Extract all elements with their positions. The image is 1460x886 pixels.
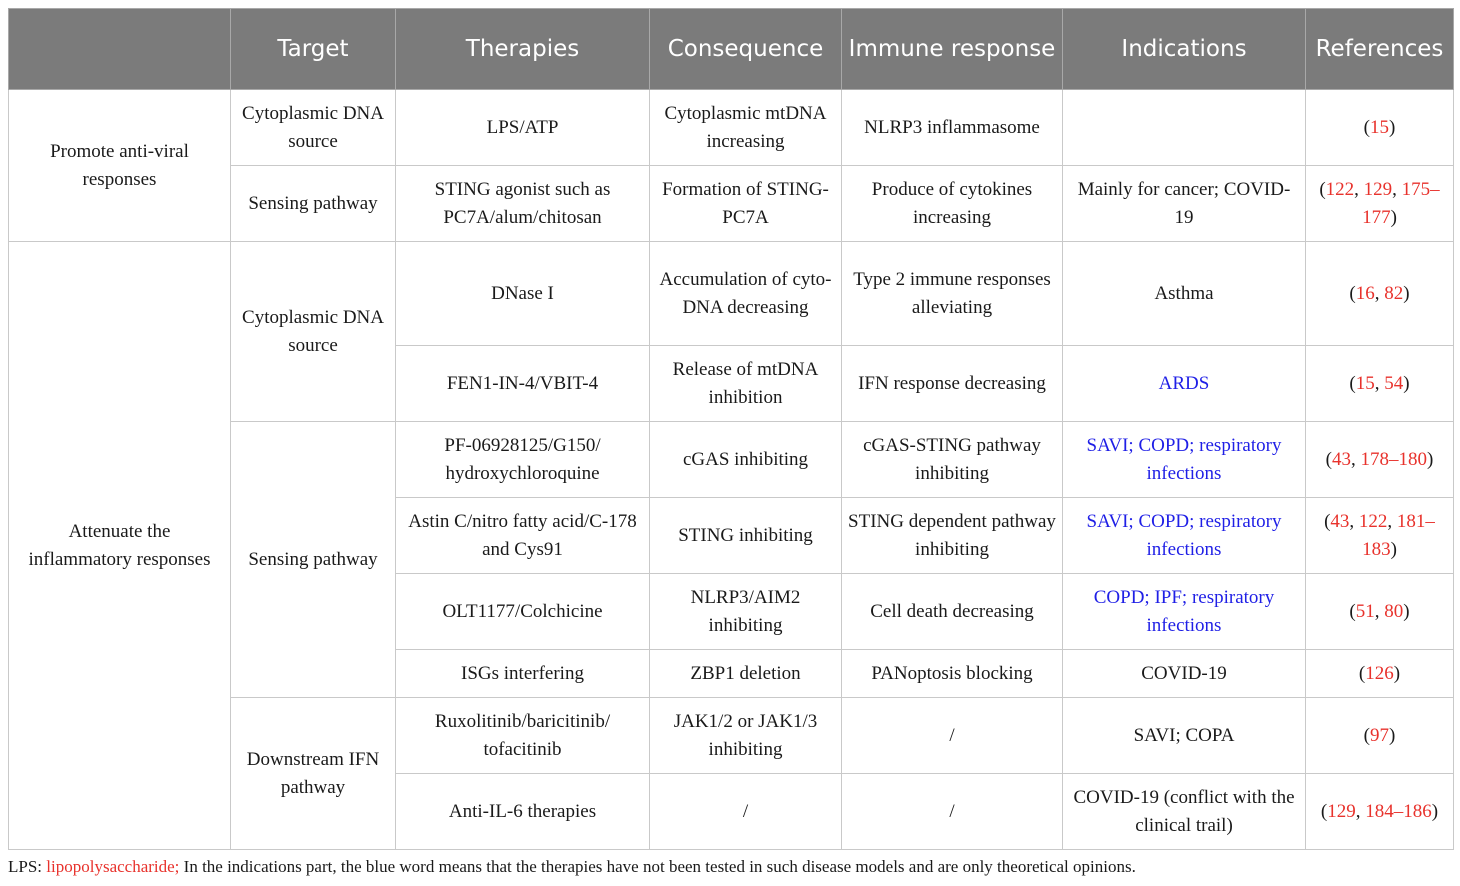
cell-refs xyxy=(1306,166,1454,242)
reference-link[interactable]: 184–186 xyxy=(1365,800,1432,822)
reference-punct: ) xyxy=(1403,600,1410,622)
reference-link[interactable]: 97 xyxy=(1370,724,1389,746)
reference-punct: , xyxy=(1374,600,1385,622)
reference-punct: ) xyxy=(1431,800,1439,822)
reference-link[interactable]: 15 xyxy=(1355,372,1375,394)
header-immune-response: Immune response xyxy=(842,9,1063,90)
cell-therapy: PF-06928125/G150/ hydroxychloroquine xyxy=(396,422,650,498)
header-target: Target xyxy=(231,9,396,90)
reference-link[interactable]: 126 xyxy=(1365,662,1394,684)
reference-link[interactable]: 80 xyxy=(1384,600,1404,622)
reference-link[interactable]: 16 xyxy=(1355,282,1375,304)
cell-immune: / xyxy=(842,774,1063,850)
cell-immune: Cell death decreasing xyxy=(842,574,1063,650)
cell-refs xyxy=(1306,698,1454,774)
cell-immune: cGAS-STING pathway inhibiting xyxy=(842,422,1063,498)
header-therapies: Therapies xyxy=(396,9,650,90)
cell-refs xyxy=(1306,574,1454,650)
reference-punct: ) xyxy=(1403,372,1410,394)
cell-refs xyxy=(1306,650,1454,698)
cell-indication: Mainly for cancer; COVID-19 xyxy=(1063,166,1306,242)
footnote-lps-term: lipopolysaccharide; xyxy=(46,857,180,876)
cell-indication: SAVI; COPD; respiratory infections xyxy=(1063,498,1306,574)
cell-consequence: Release of mtDNA inhibition xyxy=(650,346,842,422)
reference-punct: , xyxy=(1349,510,1359,532)
reference-punct: , xyxy=(1354,178,1364,200)
cell-therapy: LPS/ATP xyxy=(396,90,650,166)
reference-link[interactable]: 15 xyxy=(1370,116,1389,138)
cell-consequence: / xyxy=(650,774,842,850)
target-sensing: Sensing pathway xyxy=(231,166,396,242)
cell-immune: PANoptosis blocking xyxy=(842,650,1063,698)
reference-punct: ( xyxy=(1324,510,1331,532)
reference-punct: , xyxy=(1355,800,1366,822)
cell-immune: / xyxy=(842,698,1063,774)
reference-punct: ) xyxy=(1390,538,1397,560)
cell-indication: COPD; IPF; respiratory infections xyxy=(1063,574,1306,650)
cell-immune: Type 2 immune responses alleviating xyxy=(842,242,1063,346)
group-promote: Promote anti-viral responses xyxy=(9,90,231,242)
target-downstream: Downstream IFN pathway xyxy=(231,698,396,850)
cell-immune: NLRP3 inflammasome xyxy=(842,90,1063,166)
reference-punct: ( xyxy=(1363,724,1370,746)
header-consequence: Consequence xyxy=(650,9,842,90)
header-indications: Indications xyxy=(1063,9,1306,90)
group-attenuate: Attenuate the inflammatory responses xyxy=(9,242,231,850)
cell-consequence: ZBP1 deletion xyxy=(650,650,842,698)
table-container xyxy=(8,8,1453,850)
footnote-text: In the indications part, the blue word means that the therapies have not been tested in such disease models and are only theoretical opinions. xyxy=(179,857,1136,876)
reference-link[interactable]: 54 xyxy=(1384,372,1404,394)
cell-consequence: NLRP3/AIM2 inhibiting xyxy=(650,574,842,650)
cell-refs xyxy=(1306,498,1454,574)
cell-therapy: ISGs interfering xyxy=(396,650,650,698)
reference-punct: ( xyxy=(1319,178,1326,200)
cell-refs xyxy=(1306,346,1454,422)
reference-punct: ) xyxy=(1403,282,1410,304)
cell-indication: ARDS xyxy=(1063,346,1306,422)
reference-link[interactable]: 122 xyxy=(1358,510,1388,532)
cell-consequence: Cytoplasmic mtDNA increasing xyxy=(650,90,842,166)
cell-therapy: Astin C/nitro fatty acid/C-178 and Cys91 xyxy=(396,498,650,574)
cell-immune: STING dependent pathway inhibiting xyxy=(842,498,1063,574)
header-references: References xyxy=(1306,9,1454,90)
reference-punct: , xyxy=(1392,178,1402,200)
cell-indication: Asthma xyxy=(1063,242,1306,346)
table-row xyxy=(9,242,1454,346)
table-footnote xyxy=(8,857,1136,877)
footnote-prefix: LPS: xyxy=(8,857,47,876)
reference-punct: , xyxy=(1374,282,1385,304)
reference-link[interactable]: 175–177 xyxy=(1362,178,1440,228)
cell-indication: SAVI; COPD; respiratory infections xyxy=(1063,422,1306,498)
reference-punct: ( xyxy=(1349,372,1356,394)
target-cyto-src: Cytoplasmic DNA source xyxy=(231,90,396,166)
cell-refs xyxy=(1306,242,1454,346)
reference-link[interactable]: 82 xyxy=(1384,282,1404,304)
cell-refs xyxy=(1306,774,1454,850)
reference-punct: ( xyxy=(1320,800,1328,822)
reference-link[interactable]: 43 xyxy=(1330,510,1350,532)
reference-punct: ( xyxy=(1363,116,1370,138)
cell-indication: SAVI; COPA xyxy=(1063,698,1306,774)
cell-immune: IFN response decreasing xyxy=(842,346,1063,422)
cell-consequence: Formation of STING-PC7A xyxy=(650,166,842,242)
reference-punct: ( xyxy=(1325,448,1332,470)
header-category xyxy=(9,9,231,90)
cell-indication: COVID-19 (conflict with the clinical trail) xyxy=(1063,774,1306,850)
reference-punct: ( xyxy=(1358,662,1366,684)
cell-consequence: JAK1/2 or JAK1/3 inhibiting xyxy=(650,698,842,774)
reference-punct: , xyxy=(1387,510,1397,532)
cell-indication xyxy=(1063,90,1306,166)
reference-link[interactable]: 181–183 xyxy=(1362,510,1435,560)
cell-therapy: Anti-IL-6 therapies xyxy=(396,774,650,850)
cell-consequence: STING inhibiting xyxy=(650,498,842,574)
cell-therapy: Ruxolitinib/baricitinib/ tofacitinib xyxy=(396,698,650,774)
table-row xyxy=(9,90,1454,166)
reference-punct: ) xyxy=(1427,448,1434,470)
reference-link[interactable]: 129 xyxy=(1363,178,1393,200)
target-sensing: Sensing pathway xyxy=(231,422,396,698)
header-row xyxy=(9,9,1454,90)
therapies-table xyxy=(8,8,1454,850)
reference-punct: , xyxy=(1351,448,1361,470)
cell-therapy: STING agonist such as PC7A/alum/chitosan xyxy=(396,166,650,242)
cell-therapy: FEN1-IN-4/VBIT-4 xyxy=(396,346,650,422)
reference-punct: ( xyxy=(1349,600,1356,622)
reference-punct: ) xyxy=(1390,206,1397,228)
cell-therapy: OLT1177/Colchicine xyxy=(396,574,650,650)
reference-punct: ) xyxy=(1389,116,1396,138)
cell-consequence: Accumulation of cyto-DNA decreasing xyxy=(650,242,842,346)
cell-therapy: DNase I xyxy=(396,242,650,346)
target-cyto-src: Cytoplasmic DNA source xyxy=(231,242,396,422)
reference-link[interactable]: 43 xyxy=(1332,448,1351,470)
cell-refs xyxy=(1306,422,1454,498)
reference-punct: ) xyxy=(1393,662,1401,684)
reference-punct: ) xyxy=(1389,724,1396,746)
reference-link[interactable]: 51 xyxy=(1355,600,1375,622)
cell-immune: Produce of cytokines increasing xyxy=(842,166,1063,242)
cell-consequence: cGAS inhibiting xyxy=(650,422,842,498)
reference-link[interactable]: 129 xyxy=(1327,800,1356,822)
reference-punct: , xyxy=(1374,372,1385,394)
cell-indication: COVID-19 xyxy=(1063,650,1306,698)
reference-link[interactable]: 178–180 xyxy=(1360,448,1427,470)
reference-punct: ( xyxy=(1349,282,1356,304)
cell-refs xyxy=(1306,90,1454,166)
reference-link[interactable]: 122 xyxy=(1325,178,1355,200)
